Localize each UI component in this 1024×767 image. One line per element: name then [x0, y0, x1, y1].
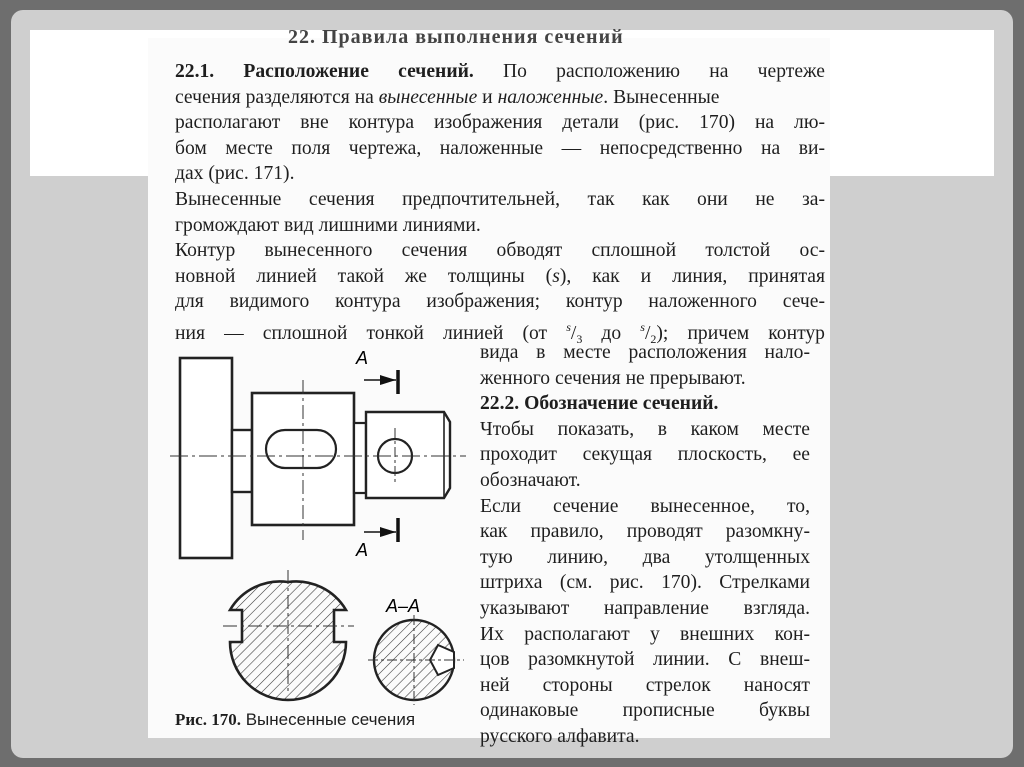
lines-line [175, 213, 825, 239]
right_lines-segment: цов разомкнутой линии. С внеш- [480, 649, 810, 671]
lines-segment: По расположению на чертеже [473, 61, 826, 82]
keyway-slot [266, 430, 336, 468]
lines-segment: s [552, 265, 560, 287]
lines-segment: вынесенные [378, 86, 478, 108]
right_lines-line [480, 494, 810, 520]
right_lines-segment: указывают направление взгляда. [480, 597, 810, 619]
right_lines-segment: женного сечения не прерывают. [480, 367, 746, 389]
right_lines-line [480, 724, 810, 750]
lines-segment: / [644, 322, 651, 344]
lines-segment: ); причем контур [656, 322, 825, 344]
right_lines-line [480, 366, 810, 392]
lines-line [175, 110, 825, 136]
right_lines-segment: тую линию, два утолщенных [480, 546, 810, 568]
label-a-top: A [356, 350, 369, 368]
right_lines-line [480, 570, 810, 596]
right_lines-line [480, 596, 810, 622]
lines-line [175, 264, 825, 290]
lines-segment: до [582, 322, 641, 344]
right_lines-segment: обозначают. [480, 469, 581, 491]
right_lines-line [480, 417, 810, 443]
right_lines-segment: одинаковые прописные буквы [480, 700, 810, 722]
right_lines-line [480, 442, 810, 468]
lines-segment: 3 [576, 331, 583, 346]
lines-segment: / [570, 322, 577, 344]
lines-line [175, 238, 825, 264]
section-large [223, 570, 354, 700]
lines-line [175, 289, 825, 315]
right_lines-line [480, 340, 810, 366]
lines-segment: и [477, 86, 498, 108]
lines-segment: дах (рис. 171). [175, 163, 295, 185]
right_lines-segment: ней стороны стрелок наносят [480, 674, 810, 696]
lines-line [175, 136, 825, 162]
lines-segment: 22.1. Расположение сечений. [175, 61, 474, 82]
right_lines-segment: Если сечение вынесенное, то, [480, 495, 810, 517]
lines-segment: Вынесенные сечения предпочтительней, так как они не за- [175, 188, 825, 210]
lines-segment: наложенные [497, 86, 604, 108]
label-a-bottom: A [356, 540, 369, 560]
right_lines-line [480, 698, 810, 724]
lines-segment: для видимого контура изображения; контур наложенного сече- [175, 291, 825, 313]
right_lines-line [480, 647, 810, 673]
caption-text: Вынесенные сечения [240, 710, 416, 729]
lines-segment: s [566, 319, 571, 334]
lines-line [175, 59, 825, 85]
lines-segment: новной линией такой же толщины ( [175, 265, 553, 287]
lines-line [175, 161, 825, 187]
right_lines-line [480, 391, 810, 417]
right_lines-segment: 22.2. Обозначение сечений. [480, 393, 719, 415]
lines-segment: s [640, 319, 645, 334]
right_lines-segment: как правило, проводят разомкну- [480, 521, 810, 543]
right_lines-segment: русского алфавита. [480, 725, 640, 747]
caption-number: Рис. 170. [175, 710, 241, 729]
right_lines-segment: Чтобы показать, в каком месте [480, 418, 810, 440]
right_lines-line [480, 519, 810, 545]
label-section-aa: A–A [386, 596, 421, 616]
figure-caption [175, 710, 415, 730]
lines-segment: бом месте поля чертежа, наложенные — непосредственно на ви- [175, 137, 825, 159]
lines-segment: Контур вынесенного сечения обводят сплошной толстой ос- [175, 240, 825, 262]
section-small [368, 615, 464, 705]
lines-segment: ), как и линия, принятая [559, 265, 825, 287]
right_lines-segment: вида в месте расположения нало- [480, 342, 810, 363]
lines-segment: 2 [650, 331, 657, 346]
right_lines-line [480, 545, 810, 571]
right_lines-segment: проходит секущая плоскость, ее [480, 444, 810, 466]
lines-segment: громождают вид лишними линиями. [175, 214, 481, 236]
lines-segment: . Вынесенные [603, 86, 720, 108]
right-column-text [480, 340, 810, 750]
main-paragraphs [175, 59, 825, 353]
lines-line [175, 187, 825, 213]
figure-170-drawing [168, 350, 468, 710]
right_lines-segment: Их располагают у внешних кон- [480, 623, 810, 645]
lines-segment: сечения разделяются на [175, 86, 379, 108]
right_lines-line [480, 673, 810, 699]
cutoff-heading: 22. Правила выполнения сечений [288, 26, 624, 48]
right_lines-line [480, 622, 810, 648]
right_lines-segment: штриха (см. рис. 170). Стрелками [480, 572, 810, 594]
right_lines-line [480, 468, 810, 494]
lines-segment: располагают вне контура изображения детали (рис. 170) на лю- [175, 112, 825, 134]
scanned-page [148, 26, 830, 747]
lines-line [175, 85, 825, 111]
flange-part [180, 358, 232, 558]
lines-segment: ния — сплошной тонкой линией (от [175, 322, 567, 344]
